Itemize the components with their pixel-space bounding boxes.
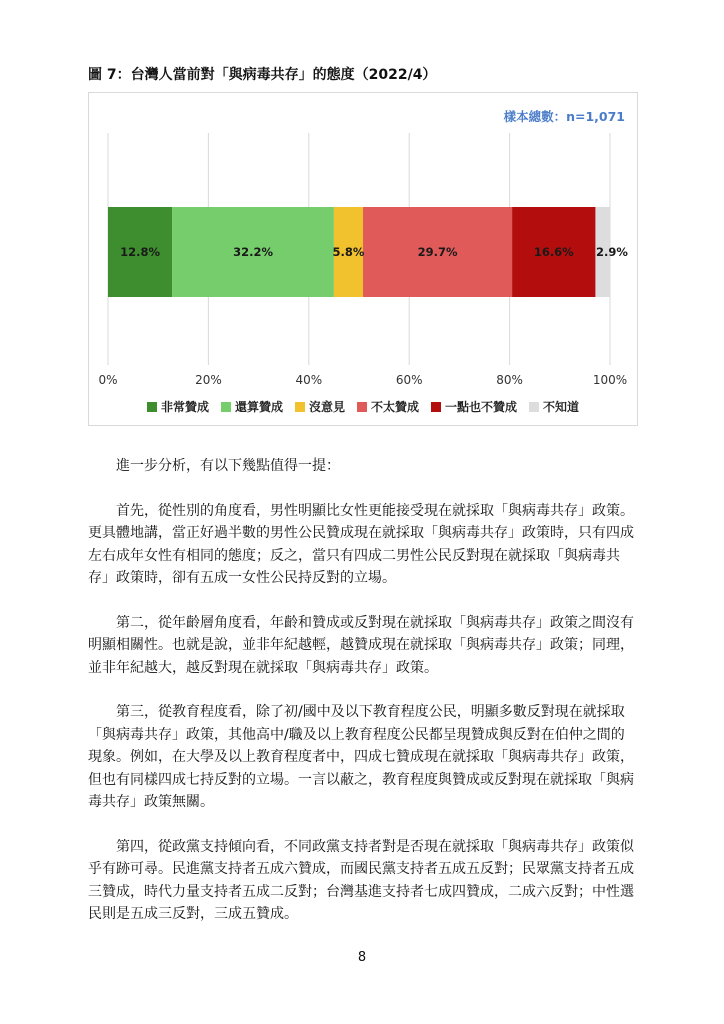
- legend-label: 一點也不贊成: [445, 400, 518, 414]
- paragraph: 首先，從性別的角度看，男性明顯比女性更能接受現在就採取「與病毒共存」政策。更具體地講，當正好過半數的男性公民贊成現在就採取「與病毒共存」政策時，只有四成左右成年女性有相同的態度；反之，當只有四成二男性公民反對現在就採取「與病毒共存」政策時，卻有五成一女性公民持反對的立場。: [88, 502, 634, 586]
- paragraph: 進一步分析，有以下幾點值得一提：: [116, 458, 340, 474]
- legend-item: [431, 398, 517, 415]
- x-tick-label: 80%: [496, 373, 523, 387]
- legend-label: 非常贊成: [160, 400, 209, 414]
- data-label: 12.8%: [120, 245, 161, 259]
- x-tick-label: 0%: [98, 373, 118, 387]
- page-number: 8: [357, 950, 367, 965]
- x-tick-label: 40%: [295, 373, 323, 387]
- data-label: 2.9%: [596, 245, 628, 259]
- legend-item: [357, 398, 419, 415]
- paragraph: 第四，從政黨支持傾向看，不同政黨支持者對是否現在就採取「與病毒共存」政策似乎有跡可尋。民進黨支持者五成六贊成，而國民黨支持者五成五反對；民眾黨支持者五成三贊成，時代力量支持者五成二反對；台灣基進支持者七成四贊成，二成六反對；中性選民則是五成三反對，三成五贊成。: [88, 838, 634, 922]
- chart-legend: [89, 398, 637, 415]
- legend-item: [529, 398, 579, 415]
- legend-swatch: [295, 402, 305, 412]
- data-label: 16.6%: [533, 245, 574, 259]
- legend-swatch: [221, 402, 231, 412]
- sample-size-note: 樣本總數：n=1,071: [503, 109, 625, 124]
- legend-label: 沒意見: [308, 400, 345, 414]
- legend-swatch: [147, 402, 157, 412]
- x-tick-label: 60%: [395, 373, 423, 387]
- legend-label: 不知道: [543, 400, 580, 414]
- data-label: 32.2%: [233, 245, 274, 259]
- data-label: 5.8%: [332, 245, 365, 259]
- data-label: 29.7%: [417, 245, 458, 259]
- legend-label: 還算贊成: [234, 400, 283, 414]
- legend-item: [147, 398, 209, 415]
- legend-swatch: [431, 402, 441, 412]
- chart-container: [88, 92, 638, 426]
- x-tick-label: 20%: [195, 373, 222, 387]
- stacked-bar-chart: [89, 93, 637, 393]
- figure-caption: 圖 7：台灣人當前對「與病毒共存」的態度（2022/4）: [88, 67, 437, 83]
- paragraph: 第三，從教育程度看，除了初/國中及以下教育程度公民，明顯多數反對現在就採取「與病毒共存」政策，其他高中/職及以上教育程度公民都呈現贊成與反對在伯仲之間的現象。例如，在大學及以上教育程度者中，四成七贊成現在就採取「與病毒共存」政策，但也有同樣四成七持反對的立場。一言以蔽之，教育程度與贊成或反對現在就採取「與病毒共存」政策無關。: [88, 704, 634, 810]
- body-text: [88, 455, 636, 948]
- paragraph: 第二，從年齡層角度看，年齡和贊成或反對現在就採取「與病毒共存」政策之間沒有明顯相關性。也就是說，並非年紀越輕，越贊成現在就採取「與病毒共存」政策；同理，並非年紀越大，越反對現在就採取「與病毒共存」政策。: [88, 614, 634, 676]
- legend-swatch: [529, 402, 539, 412]
- legend-label: 不太贊成: [371, 400, 420, 414]
- x-tick-label: 100%: [592, 373, 628, 387]
- legend-item: [221, 398, 283, 415]
- legend-swatch: [357, 402, 367, 412]
- legend-item: [295, 398, 345, 415]
